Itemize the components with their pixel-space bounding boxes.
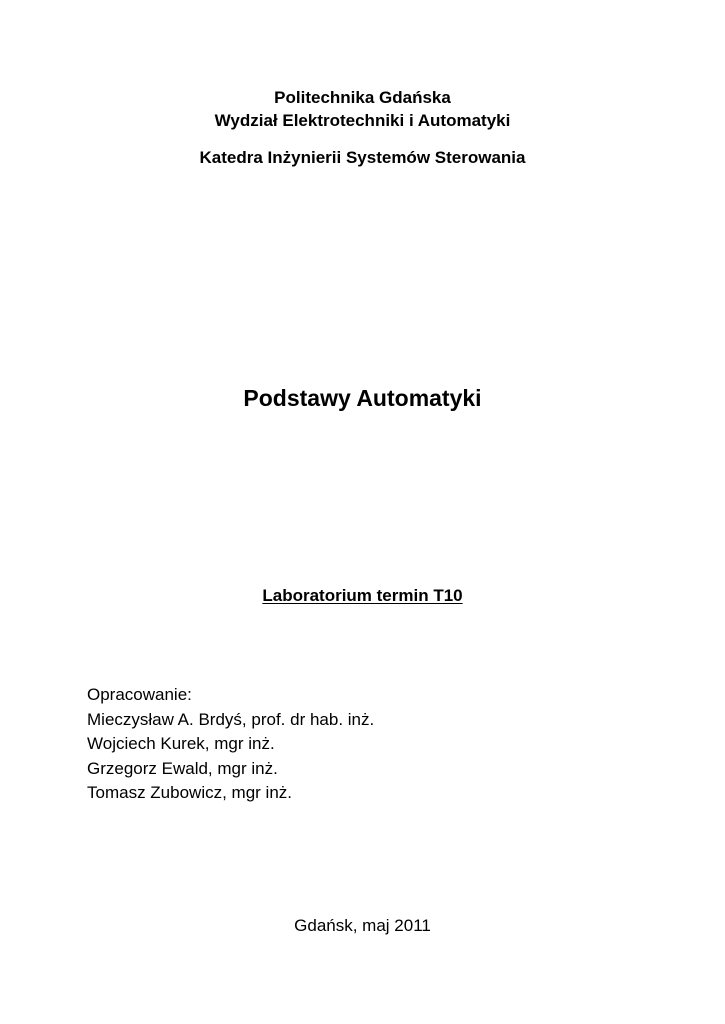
faculty-name: Wydział Elektrotechniki i Automatyki xyxy=(214,111,511,130)
lab-term-subtitle: Laboratorium termin T10 xyxy=(262,586,463,605)
place-and-date: Gdańsk, maj 2011 xyxy=(294,916,431,935)
prepared-by-label: Opracowanie: xyxy=(87,685,192,704)
university-name: Politechnika Gdańska xyxy=(274,88,451,107)
department-name: Katedra Inżynierii Systemów Sterowania xyxy=(199,148,526,167)
author-item: Grzegorz Ewald, mgr inż. xyxy=(87,758,278,778)
author-item: Tomasz Zubowicz, mgr inż. xyxy=(87,783,292,802)
prepared-by-section xyxy=(87,683,374,806)
document-title: Podstawy Automatyki xyxy=(243,385,482,411)
author-item: Wojciech Kurek, mgr inż. xyxy=(87,734,275,753)
author-item: Mieczysław A. Brdyś, prof. dr hab. inż. xyxy=(87,709,375,729)
